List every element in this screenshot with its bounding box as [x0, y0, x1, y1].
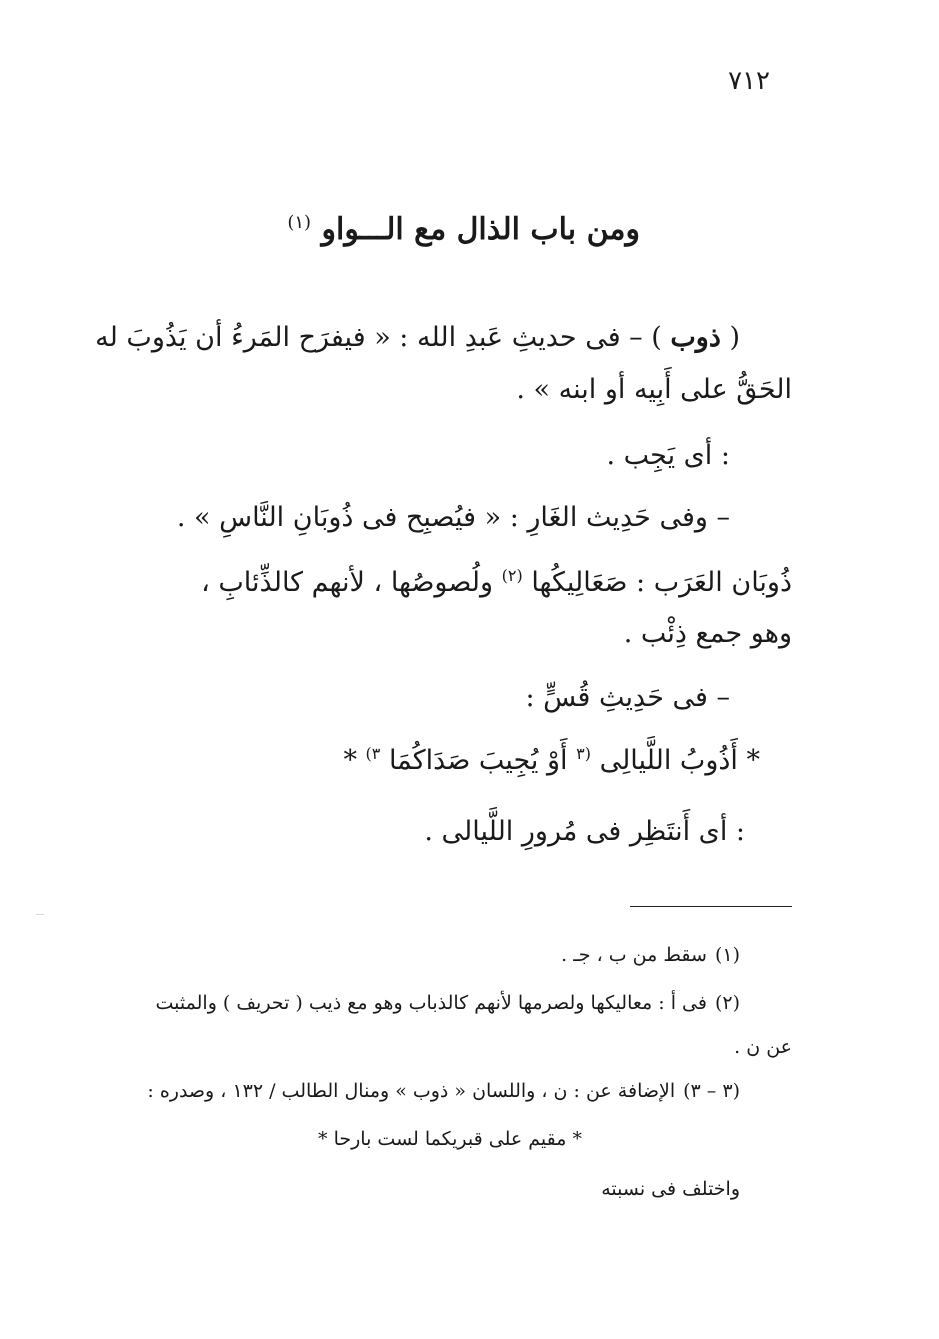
entry-word: ذوب: [670, 322, 721, 353]
verse-text-b: أَوْ يُجِيبَ صَدَاكُمَا: [380, 745, 577, 776]
chapter-title: [200, 212, 640, 247]
body-line-5-text-b: ولُصوصُها ، لأنهم كالذِّئابِ ،: [201, 567, 502, 598]
footnote-2-number: (٢): [714, 992, 740, 1014]
page-number: ٧١٢: [728, 66, 770, 96]
footnote-1-number: (١): [714, 944, 740, 966]
footnote-ref-3-close: ٣): [365, 744, 381, 763]
verse-line: [200, 744, 760, 776]
body-line-5-text-a: ذُوبَان العَرَب : صَعَالِيكُها: [522, 567, 792, 598]
footnote-ref-3-open: (٣: [576, 744, 591, 763]
body-line-9: : أى أَنتَظِر فى مُرورِ اللَّيالى .: [424, 816, 745, 847]
margin-mark: [36, 914, 44, 915]
footnote-3-text: الإضافة عن : ن ، واللسان « ذوب » ومنال الطالب / ١٣٢ ، وصدره :: [147, 1080, 676, 1102]
chapter-footnote-ref: (١): [287, 212, 312, 233]
bracket-open: (: [720, 322, 740, 353]
verse-text-c: *: [343, 745, 366, 776]
footnote-divider: [630, 906, 792, 907]
body-line-4: – وفى حَدِيث الغَارِ : « فيُصبِح فى ذُوبَانِ النَّاسِ » .: [176, 502, 730, 533]
footnote-1-text: سقط من ب ، جـ .: [561, 944, 707, 966]
footnote-2-continuation: عن ن .: [734, 1036, 792, 1058]
footnote-3: [110, 1080, 740, 1102]
body-line-3: : أى يَجِب .: [606, 440, 730, 471]
footnote-3-verse: * مقيم على قبريكما لست بارحا *: [318, 1128, 582, 1150]
verse-text-a: * أَذُوبُ اللَّيالِى: [590, 745, 760, 776]
body-line-1: [95, 322, 740, 353]
body-line-2: الحَقُّ على أَبِيه أو ابنه » .: [516, 374, 792, 405]
chapter-title-text: ومن باب الذال مع الـــواو: [321, 212, 640, 247]
body-line-6: وهو جمع ذِئْب .: [623, 618, 792, 649]
footnote-2-text: فى أ : معاليكها ولصرمها لأنهم كالذباب وهو مع ذيب ( تحريف ) والمثبت: [155, 992, 707, 1014]
body-line-1-text: ) – فى حديثِ عَبدِ الله : « فيفرَح المَرءُ أن يَذُوبَ له: [95, 322, 671, 353]
footnote-1: [360, 944, 740, 966]
body-line-5: [110, 566, 792, 598]
footnote-3-number: (٣ – ٣): [683, 1080, 740, 1102]
footnote-3-trailing: واختلف فى نسبته: [601, 1178, 740, 1200]
footnote-2: [110, 992, 740, 1014]
body-line-7: – فى حَدِيثِ قُسٍّ :: [525, 682, 730, 713]
footnote-ref-2: (٢): [501, 566, 523, 585]
